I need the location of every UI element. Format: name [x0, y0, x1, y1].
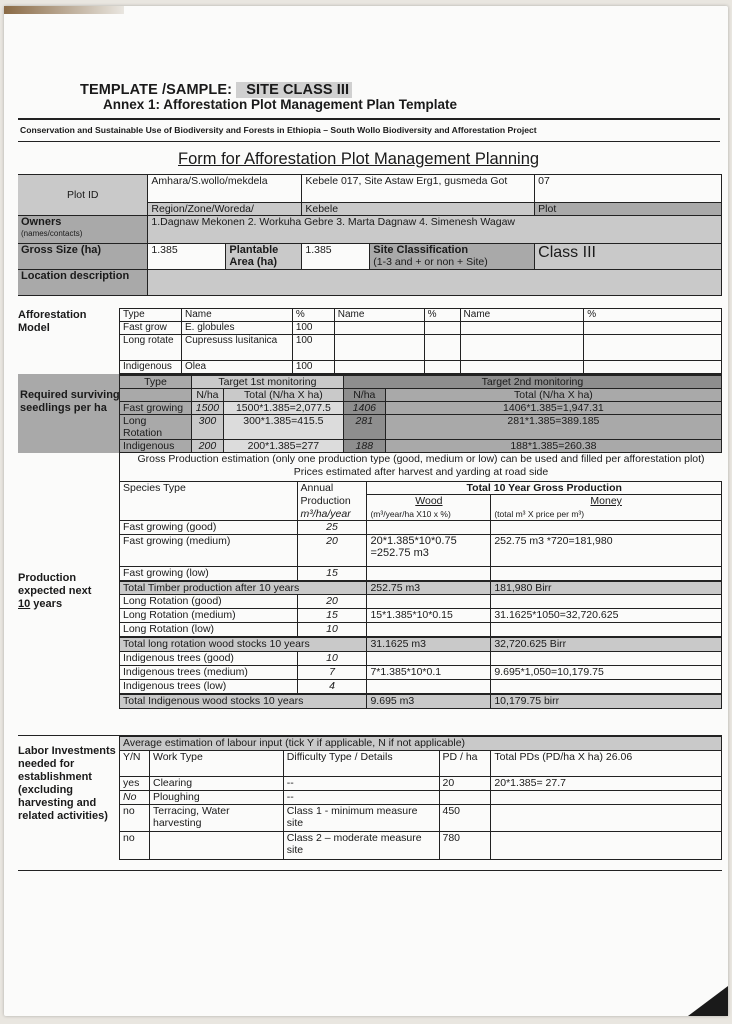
table-row — [120, 777, 722, 791]
labor-difficulty: Class 1 - minimum measure site — [283, 805, 439, 832]
seedling-n2: 1406 — [343, 402, 385, 415]
annual-value: 10 — [297, 652, 367, 666]
wood-value: 7*1.385*10*0.1 — [367, 666, 491, 680]
background-edge — [688, 986, 728, 1016]
seedling-t2: 1406*1.385=1,947.31 — [385, 402, 721, 415]
species-name: Fast growing (low) — [120, 567, 298, 581]
money-header: Money — [491, 495, 722, 508]
form-title: Form for Afforestation Plot Management Planning — [178, 150, 540, 168]
wood-value: 15*1.385*10*0.15 — [367, 609, 491, 623]
project-banner — [18, 118, 720, 142]
annual-value: 7 — [297, 666, 367, 680]
seedling-n2: 188 — [343, 440, 385, 453]
labor-difficulty: Class 2 – moderate measure site — [283, 832, 439, 860]
table-row — [120, 680, 722, 694]
empty-cell — [120, 389, 192, 402]
annual-value: 15 — [297, 567, 367, 581]
wood-subheader: (m³/year/ha X10 x %) — [367, 508, 491, 521]
location-label: Location description — [18, 270, 148, 296]
annual-value: 20 — [297, 595, 367, 609]
site-classification-label-cell — [370, 244, 535, 270]
total-row — [120, 694, 722, 709]
table-row — [120, 791, 722, 805]
gross-size-value: 1.385 — [148, 244, 226, 270]
total-long-money: 32,720.625 Birr — [491, 637, 722, 652]
labor-total — [491, 791, 722, 805]
labor-work-type: Clearing — [149, 777, 283, 791]
species-name: Fast growing (medium) — [120, 535, 298, 567]
table-row — [120, 805, 722, 832]
species-name: Indigenous trees (good) — [120, 652, 298, 666]
model-pct: 100 — [292, 335, 334, 361]
empty-cell — [584, 361, 722, 374]
species-name: Fast growing (good) — [120, 521, 298, 535]
table-row — [120, 832, 722, 860]
col-type: Type — [120, 309, 182, 322]
seedlings-label: Required surviving seedlings per ha — [20, 389, 120, 414]
col-pct-1: % — [292, 309, 334, 322]
labor-total: 20*1.385= 27.7 — [491, 777, 722, 791]
seedling-t1: 300*1.385=415.5 — [223, 415, 343, 440]
labor-pd: 20 — [439, 777, 491, 791]
labor-yn: No — [120, 791, 150, 805]
seedlings-table — [119, 374, 722, 453]
empty-cell — [584, 322, 722, 335]
table-row — [120, 361, 722, 374]
empty-cell — [334, 322, 424, 335]
labor-difficulty: -- — [283, 791, 439, 805]
table-row — [120, 623, 722, 637]
seedling-type: Indigenous — [120, 440, 192, 453]
money-value — [491, 623, 722, 637]
total-indig-wood: 9.695 m3 — [367, 694, 491, 709]
annual-value: 4 — [297, 680, 367, 694]
model-type: Indigenous — [120, 361, 182, 374]
gross-size-label: Gross Size (ha) — [18, 244, 148, 270]
plot-label: Plot — [535, 203, 722, 216]
money-value: 9.695*1,050=10,179.75 — [491, 666, 722, 680]
col-name-2: Name — [334, 309, 424, 322]
wood-value — [367, 567, 491, 581]
annual-value: 25 — [297, 521, 367, 535]
table-row — [120, 322, 722, 335]
section-divider — [18, 870, 722, 871]
col-name-3: Name — [460, 309, 584, 322]
region-label: Region/Zone/Woreda/ — [148, 203, 302, 216]
empty-cell — [584, 335, 722, 361]
species-type-header: Species Type — [120, 482, 298, 521]
afforestation-model-label: Afforestation Model — [18, 309, 87, 334]
annual-header-1: Annual — [297, 482, 367, 495]
target1-header: Target 1st monitoring — [191, 375, 343, 389]
empty-cell — [424, 322, 460, 335]
labor-work-type: Terracing, Water harvesting — [149, 805, 283, 832]
owners-label-cell — [18, 216, 148, 244]
annex-title: Annex 1: Afforestation Plot Management Plan Template — [103, 97, 458, 112]
site-classification-value: Class III — [535, 244, 722, 270]
table-row — [120, 609, 722, 623]
labor-label: Labor Investments needed for establishment (excluding harvesting and related activities) — [18, 745, 116, 822]
template-prefix: TEMPLATE /SAMPLE: — [80, 82, 233, 98]
pd-ha-header: PD / ha — [439, 751, 491, 777]
total-10yr-header: Total 10 Year Gross Production — [367, 482, 722, 495]
kebele-value: Kebele 017, Site Astaw Erg1, gusmeda Got — [302, 175, 535, 203]
wood-value: 20*1.385*10*0.75 =252.75 m3 — [367, 535, 491, 567]
labor-table — [119, 736, 722, 860]
seedling-t2: 281*1.385=389.185 — [385, 415, 721, 440]
production-note: Gross Production estimation (only one production type (good, medium or low) can be used and filled per afforestation plot) Prices estimated after harvest and yarding at road side — [119, 453, 722, 481]
total-row — [120, 637, 722, 652]
total-timber-wood: 252.75 m3 — [367, 581, 491, 595]
labor-yn: no — [120, 805, 150, 832]
target2-header: Target 2nd monitoring — [343, 375, 721, 389]
empty-cell — [460, 361, 584, 374]
table-row — [120, 335, 722, 361]
afforestation-model-table — [119, 308, 722, 374]
model-name: E. globules — [181, 322, 292, 335]
site-classification-sublabel: (1-3 and + or non + Site) — [373, 256, 488, 268]
table-row — [120, 440, 722, 453]
seedling-t1: 200*1.385=277 — [223, 440, 343, 453]
site-class-highlight: SITE CLASS III — [236, 82, 352, 98]
plot-id-label: Plot ID — [18, 175, 148, 216]
money-value — [491, 680, 722, 694]
model-name: Cupresuss lusitanica — [181, 335, 292, 361]
table-row — [120, 402, 722, 415]
table-row — [120, 666, 722, 680]
money-value — [491, 652, 722, 666]
total-header-1: Total (N/ha X ha) — [223, 389, 343, 402]
labor-work-type — [149, 832, 283, 860]
wood-value — [367, 521, 491, 535]
labor-total — [491, 832, 722, 860]
project-name: Conservation and Sustainable Use of Biodiversity and Forests in Ethiopia – South Wollo Biodiversity and Afforestation Project — [20, 125, 537, 135]
nha-header-1: N/ha — [191, 389, 223, 402]
wood-value — [367, 652, 491, 666]
model-name: Olea — [181, 361, 292, 374]
table-row — [120, 567, 722, 581]
owners-value: 1.Dagnaw Mekonen 2. Workuha Gebre 3. Marta Dagnaw 4. Simenesh Wagaw — [148, 216, 722, 244]
seedling-n2: 281 — [343, 415, 385, 440]
money-value — [491, 521, 722, 535]
col-pct-2: % — [424, 309, 460, 322]
region-value: Amhara/S.wollo/mekdela — [148, 175, 302, 203]
labor-pd — [439, 791, 491, 805]
production-years-word: years — [30, 598, 63, 610]
seedling-n1: 200 — [191, 440, 223, 453]
empty-cell — [460, 335, 584, 361]
empty-cell — [424, 361, 460, 374]
total-timber-label: Total Timber production after 10 years — [120, 581, 367, 595]
labor-yn: no — [120, 832, 150, 860]
annual-header-3: m³/ha/year — [297, 508, 367, 521]
species-name: Indigenous trees (medium) — [120, 666, 298, 680]
money-value — [491, 595, 722, 609]
species-name: Long Rotation (medium) — [120, 609, 298, 623]
seedling-t1: 1500*1.385=2,077.5 — [223, 402, 343, 415]
seedlings-type-header: Type — [120, 375, 192, 389]
col-pct-3: % — [584, 309, 722, 322]
total-pds-header: Total PDs (PD/ha X ha) 26.06 — [491, 751, 722, 777]
empty-cell — [460, 322, 584, 335]
labor-pd: 450 — [439, 805, 491, 832]
wood-header: Wood — [367, 495, 491, 508]
nha-header-2: N/ha — [343, 389, 385, 402]
plantable-area-label: Plantable Area (ha) — [226, 244, 302, 270]
kebele-label: Kebele — [302, 203, 535, 216]
wood-value — [367, 623, 491, 637]
table-row — [120, 652, 722, 666]
background-edge — [4, 6, 124, 14]
site-classification-label: Site Classification — [373, 244, 469, 256]
production-years-number: 10 — [18, 598, 31, 610]
total-long-label: Total long rotation wood stocks 10 years — [120, 637, 367, 652]
labor-difficulty: -- — [283, 777, 439, 791]
model-pct: 100 — [292, 322, 334, 335]
total-timber-money: 181,980 Birr — [491, 581, 722, 595]
seedling-n1: 1500 — [191, 402, 223, 415]
work-type-header: Work Type — [149, 751, 283, 777]
model-type: Long rotate — [120, 335, 182, 361]
owners-sublabel: (names/contacts) — [21, 229, 83, 238]
seedling-type: Long Rotation — [120, 415, 192, 440]
wood-value — [367, 595, 491, 609]
labor-yn: yes — [120, 777, 150, 791]
yn-header: Y/N — [120, 751, 150, 777]
seedling-n1: 300 — [191, 415, 223, 440]
labor-pd: 780 — [439, 832, 491, 860]
annual-value: 20 — [297, 535, 367, 567]
annual-header-2: Production — [297, 495, 367, 508]
empty-cell — [334, 361, 424, 374]
labor-total — [491, 805, 722, 832]
table-row — [120, 521, 722, 535]
annual-value: 10 — [297, 623, 367, 637]
production-label — [18, 572, 118, 611]
money-value: 31.1625*1050=32,720.625 — [491, 609, 722, 623]
col-name-1: Name — [181, 309, 292, 322]
money-value — [491, 567, 722, 581]
production-table — [119, 481, 722, 709]
money-value: 252.75 m3 *720=181,980 — [491, 535, 722, 567]
empty-cell — [334, 335, 424, 361]
species-name: Long Rotation (good) — [120, 595, 298, 609]
owners-label: Owners — [21, 216, 62, 228]
total-long-wood: 31.1625 m3 — [367, 637, 491, 652]
model-type: Fast grow — [120, 322, 182, 335]
species-name: Long Rotation (low) — [120, 623, 298, 637]
production-label-line2: expected next — [18, 585, 92, 597]
difficulty-header: Difficulty Type / Details — [283, 751, 439, 777]
labor-note: Average estimation of labour input (tick Y if applicable, N if not applicable) — [120, 737, 722, 751]
production-label-line3 — [18, 598, 118, 611]
money-subheader: (total m³ X price per m³) — [491, 508, 722, 521]
empty-cell — [424, 335, 460, 361]
model-pct: 100 — [292, 361, 334, 374]
table-row — [120, 595, 722, 609]
total-indig-label: Total Indigenous wood stocks 10 years — [120, 694, 367, 709]
total-indig-money: 10,179.75 birr — [491, 694, 722, 709]
seedling-t2: 188*1.385=260.38 — [385, 440, 721, 453]
annual-value: 15 — [297, 609, 367, 623]
production-label-line1: Production — [18, 572, 77, 584]
table-row — [120, 415, 722, 440]
total-row — [120, 581, 722, 595]
plantable-area-value: 1.385 — [302, 244, 370, 270]
total-header-2: Total (N/ha X ha) — [385, 389, 721, 402]
table-row — [120, 535, 722, 567]
location-value — [148, 270, 722, 296]
plot-info-table — [18, 174, 722, 296]
seedling-type: Fast growing — [120, 402, 192, 415]
wood-value — [367, 680, 491, 694]
template-heading — [80, 82, 352, 98]
labor-work-type: Ploughing — [149, 791, 283, 805]
species-name: Indigenous trees (low) — [120, 680, 298, 694]
plot-value: 07 — [535, 175, 722, 203]
